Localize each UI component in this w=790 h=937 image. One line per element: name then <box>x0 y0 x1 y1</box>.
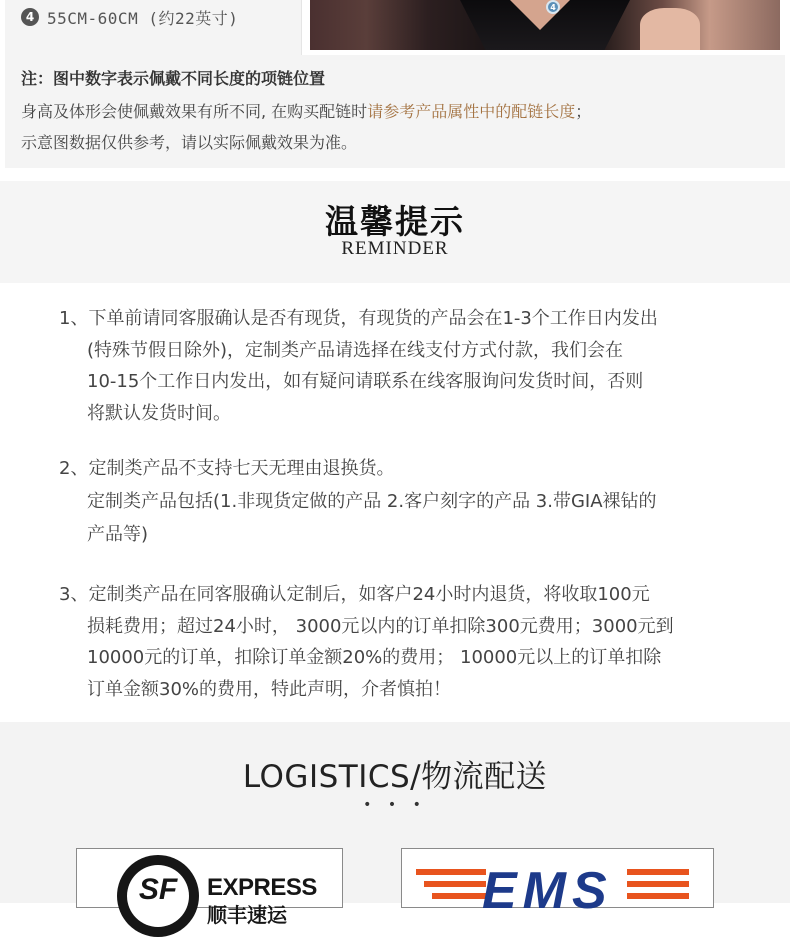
logistics-title: LOGISTICS/物流配送 <box>242 759 548 795</box>
reminder-item-2-line: 定制类产品包括(1.非现货定做的产品 2.客户刻字的产品 3.带GIA裸钻的 <box>87 491 657 512</box>
reminder-item-3-line: 损耗费用；超过24小时， 3000元以内的订单扣除300元费用；3000元到 <box>87 615 674 637</box>
note-highlight: 请参考产品属性中的配链长度 <box>367 102 576 121</box>
reminder-item-3-line: 3、定制类产品在同客服确认定制后，如客户24小时内退货，将收取100元 <box>59 584 650 605</box>
sf-express-text: EXPRESS <box>207 874 317 901</box>
ems-logo-text: EMS <box>482 862 613 920</box>
sf-chinese-name: 顺丰速运 <box>207 903 287 927</box>
reminder-subtitle: REMINDER <box>341 238 449 259</box>
necklace-length-info <box>5 0 785 168</box>
length-label: 55CM-60CM (约22英寸) <box>47 8 239 28</box>
ems-card <box>401 848 714 920</box>
reminder-item-3-line: 10000元的订单，扣除订单金额20%的费用； 10000元以上的订单扣除 <box>87 647 662 669</box>
pendant-position-marker: 4 <box>546 0 560 14</box>
length-option-row <box>21 6 238 28</box>
section-divider-dots: • • • <box>363 797 427 813</box>
reminder-item-3-line: 订单金额30%的费用，特此声明，介者慎拍！ <box>87 678 452 700</box>
reminder-item-1 <box>59 303 658 429</box>
reminder-title: 温馨提示 <box>325 202 465 241</box>
necklace-model-photo <box>301 0 785 55</box>
note-line-1-text: 身高及体形会使佩戴效果有所不同, 在购买配链时 <box>21 102 368 121</box>
sf-express-card <box>76 848 343 927</box>
length-marker-badge: 4 <box>21 8 39 26</box>
photo-hand-shape <box>640 8 700 50</box>
note-line-1-end: ； <box>575 102 592 121</box>
sf-logo-icon <box>117 855 199 937</box>
model-image <box>310 0 780 50</box>
reminder-item-1-line: 1、下单前请同客服确认是否有现货，有现货的产品会在1-3个工作日内发出 <box>59 308 658 329</box>
reminder-item-1-line: (特殊节假日除外)，定制类产品请选择在线支付方式付款，我们会在 <box>87 339 624 361</box>
note-title: 注：图中数字表示佩戴不同长度的项链位置 <box>21 69 326 88</box>
note-line-1 <box>21 99 591 122</box>
reminder-item-2-line: 2、定制类产品不支持七天无理由退换货。 <box>59 458 395 479</box>
note-line-2: 示意图数据仅供参考，请以实际佩戴效果为准。 <box>21 133 358 152</box>
reminder-item-2-line: 产品等) <box>87 524 149 545</box>
sf-logo-mark: SF <box>127 865 189 927</box>
reminder-item-3 <box>59 579 674 705</box>
reminder-item-1-line: 将默认发货时间。 <box>87 402 231 424</box>
reminder-item-2 <box>59 452 657 551</box>
reminder-item-1-line: 10-15个工作日内发出，如有疑问请联系在线客服询问发货时间，否则 <box>87 371 644 393</box>
